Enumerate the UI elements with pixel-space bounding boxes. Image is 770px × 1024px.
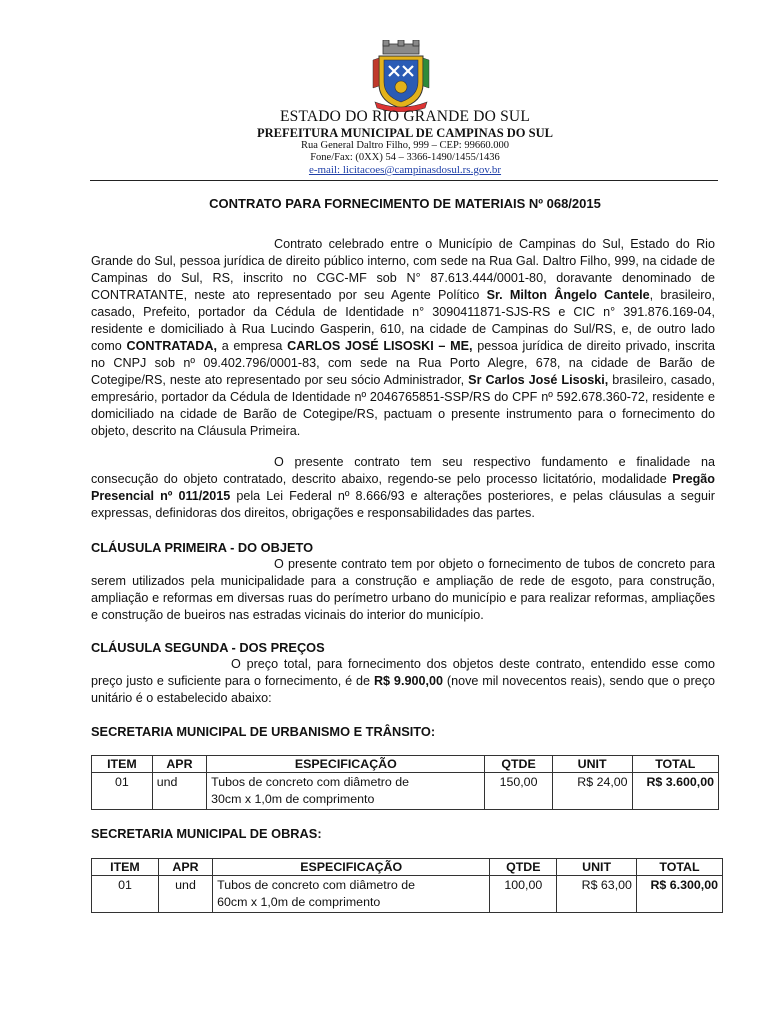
cell-specification — [207, 773, 485, 810]
table-row — [92, 876, 723, 913]
items-table-urbanism — [91, 755, 719, 810]
header-divider — [90, 180, 718, 181]
preamble-bid-reference: Pregão Presencial nº 011/2015 — [91, 472, 715, 503]
spec-line-1: Tubos de concreto com diâmetro de — [211, 775, 410, 789]
cell-item: 01 — [92, 876, 159, 913]
cell-item: 01 — [92, 773, 153, 810]
clause-1-heading: CLÁUSULA PRIMEIRA - DO OBJETO — [91, 540, 314, 555]
header-email-link[interactable]: e-mail: licitacoes@campinasdosul.rs.gov.br — [308, 164, 502, 176]
spec-line-2: 60cm x 1,0m de comprimento — [217, 895, 381, 909]
spec-line-2: 30cm x 1,0m de comprimento — [211, 792, 375, 806]
table-header-row — [92, 859, 723, 876]
header-state: ESTADO DO RIO GRANDE DO SUL — [279, 108, 530, 125]
header-phone: Fone/Fax: (0XX) 54 – 3366-1490/1455/1436 — [310, 152, 500, 163]
clause-1-text — [91, 556, 715, 624]
items-table-works — [91, 858, 723, 913]
column-header-unit: UNIT — [552, 756, 632, 773]
clause-2-text-c: (nove mil novecentos reais), sendo que o preço unitário é o estabelecido abaixo: — [91, 674, 715, 705]
preamble-text-2c: pela Lei Federal nº 8.666/93 e alterações posteriores, e pelas cláusulas a seguir expressas, definidoras dos direitos, obrigações e responsabilidades das partes. — [91, 489, 715, 520]
column-header-quantity: QTDE — [490, 859, 557, 876]
preamble-contracted-label: CONTRATADA, — [126, 339, 217, 353]
cell-apr: und — [152, 773, 206, 810]
column-header-total: TOTAL — [632, 756, 718, 773]
clause-2-text — [91, 656, 715, 707]
preamble-mayor-name: Sr. Milton Ângelo Cantele — [486, 288, 650, 302]
cell-specification — [213, 876, 490, 913]
cell-quantity: 100,00 — [490, 876, 557, 913]
preamble-paragraph-2 — [91, 454, 715, 522]
preamble-text-1g: pessoa jurídica de direito privado, inscrita no CNPJ sob nº 09.402.796/0001-83, com sede na Rua Porto Alegre, 678, na cidade de Barão de Cotegipe/RS, neste ato representado por seu sócio Administrador, — [91, 339, 716, 387]
cell-total: R$ 6.300,00 — [636, 876, 722, 913]
preamble-text-1i: brasileiro, casado, empresário, portador da Cédula de Identidade nº 2046765851-SSP/RS do CPF nº 592.678.360-72, residente e domiciliado na cidade de Barão de Cotegipe/RS, pactuam o presente instrumento para o fornecimento do objeto, descrito na Cláusula Primeira. — [91, 373, 715, 438]
clause-2-text-a: O preço total, para fornecimento dos objetos deste contrato, entendido esse como preço justo e suficiente para o fornecimento, é de — [91, 657, 715, 688]
preamble-text-1e: a empresa — [217, 339, 288, 353]
table-row — [92, 773, 719, 810]
preamble-company-name: CARLOS JOSÉ LISOSKI – ME, — [287, 339, 473, 353]
column-header-apr: APR — [158, 859, 212, 876]
preamble-text-1a: Contrato celebrado entre o Município de Campinas do Sul, Estado do Rio Grande do Sul, pessoa jurídica de direito público interno, com sede na Rua Gal. Daltro Filho, 999, na cidade de Campinas do Sul, RS, inscrito no CGC-MF sob N° 87.613.444/0001-80, doravante denominado de CONTRATANTE, neste ato representado por seu Agente Político — [91, 237, 715, 302]
column-header-specification: ESPECIFICAÇÃO — [207, 756, 485, 773]
table-1-heading: SECRETARIA MUNICIPAL DE URBANISMO E TRÂNSITO: — [91, 724, 436, 739]
clause-2-heading: CLÁUSULA SEGUNDA - DOS PREÇOS — [91, 640, 325, 655]
clause-2-total-price: R$ 9.900,00 — [373, 674, 443, 688]
preamble-text-1c: , brasileiro, casado, Prefeito, portador da Cédula de Identidade n° 3090411871-SJS-RS e CIC n° 391.876.169-04, residente e domiciliado à Rua Lucindo Gasperin, 610, na cidade de Campinas do Sul/RS, e, de outro lado como — [91, 288, 715, 353]
preamble-text-2a: O presente contrato tem seu respectivo fundamento e finalidade na consecução do objeto contratado, descrito abaixo, regendo-se pelo processo licitatório, modalidade — [91, 455, 715, 486]
header-address: Rua General Daltro Filho, 999 – CEP: 99660.000 — [301, 140, 509, 151]
spec-line-1: Tubos de concreto com diâmetro de — [217, 878, 415, 892]
column-header-unit: UNIT — [557, 859, 637, 876]
clause-1-body: O presente contrato tem por objeto o fornecimento de tubos de concreto para serem utilizados pela municipalidade para a construção e ampliação de rede de esgoto, para construção, ampliação e reformas em diversas ruas do perímetro urbano do município e para realizar reformas, ampliações e construção de bueiros nas estradas vicinais do interior do município. — [91, 557, 715, 622]
column-header-item: ITEM — [92, 859, 159, 876]
column-header-quantity: QTDE — [485, 756, 552, 773]
cell-unit-price: R$ 63,00 — [557, 876, 637, 913]
cell-unit-price: R$ 24,00 — [552, 773, 632, 810]
cell-apr: und — [158, 876, 212, 913]
column-header-total: TOTAL — [636, 859, 722, 876]
column-header-apr: APR — [152, 756, 206, 773]
column-header-specification: ESPECIFICAÇÃO — [213, 859, 490, 876]
table-2-heading: SECRETARIA MUNICIPAL DE OBRAS: — [91, 826, 322, 841]
cell-quantity: 150,00 — [485, 773, 552, 810]
contract-title: CONTRATO PARA FORNECIMENTO DE MATERIAIS Nº 068/2015 — [209, 196, 601, 211]
cell-total: R$ 3.600,00 — [632, 773, 718, 810]
municipal-coat-of-arms-icon — [369, 40, 433, 112]
column-header-item: ITEM — [92, 756, 153, 773]
header-prefecture: PREFEITURA MUNICIPAL DE CAMPINAS DO SUL — [257, 126, 553, 140]
table-header-row — [92, 756, 719, 773]
preamble-administrator-name: Sr Carlos José Lisoski, — [468, 373, 609, 387]
preamble-paragraph-1 — [91, 236, 715, 440]
